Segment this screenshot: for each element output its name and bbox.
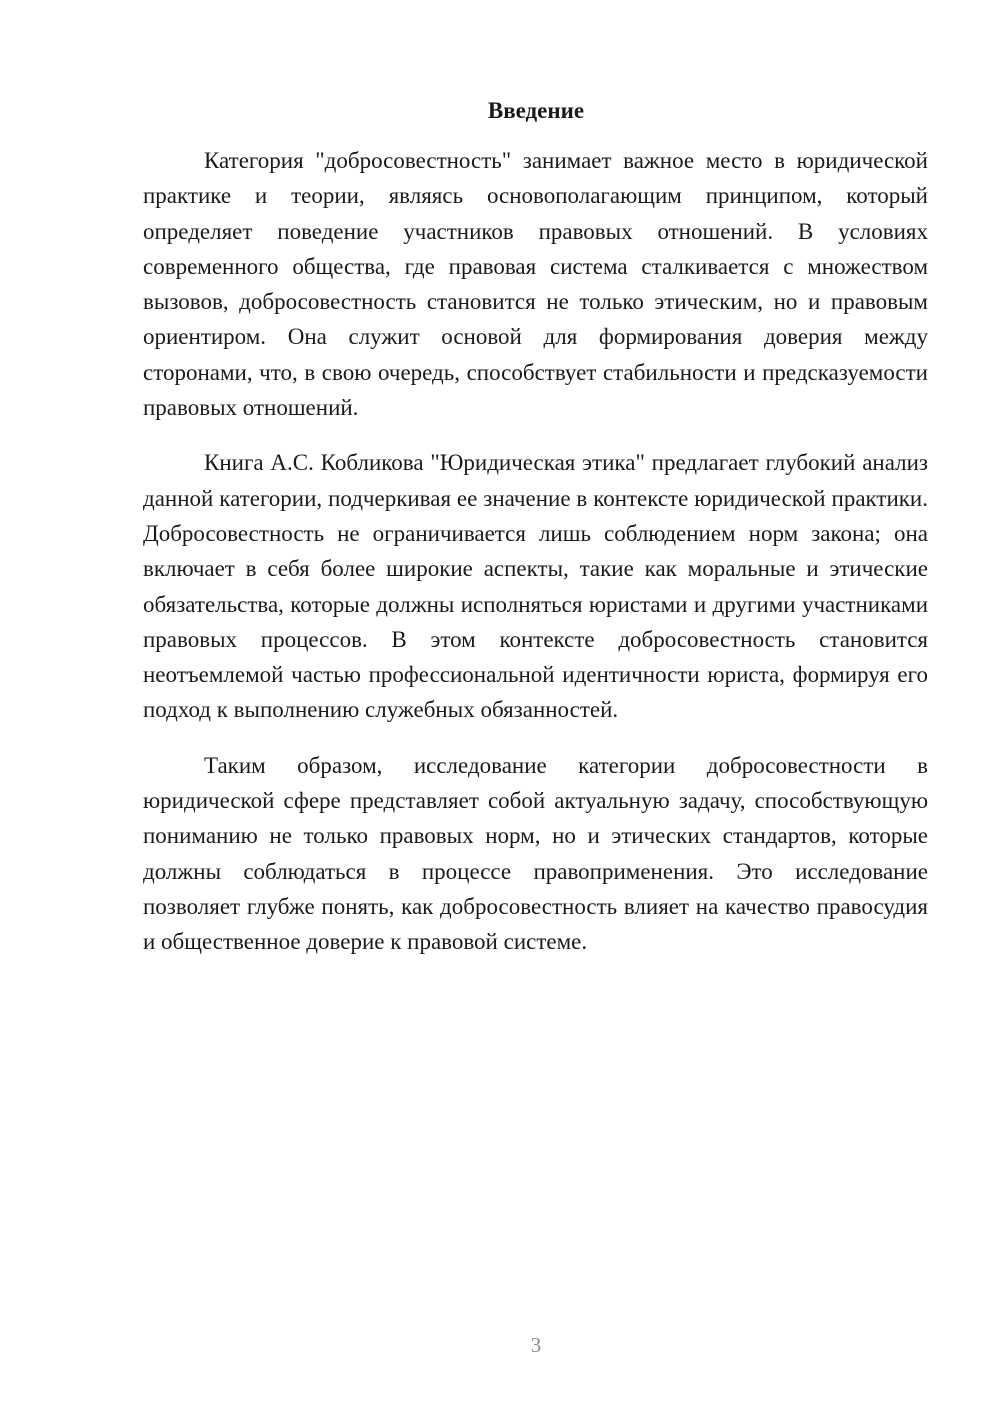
paragraph-2: Книга А.С. Кобликова "Юридическая этика" предлагает глубокий анализ данной категории, подчеркивая ее значение в контексте юридической практики. Добросовестность не ограничивается лишь соблюдением норм закона; она включает в себя более широкие аспекты, такие как моральные и этические обязательства, которые должны исполняться юристами и другими участниками правовых процессов. В этом контексте добросовестность становится неотъемлемой частью профессиональной идентичности юриста, формируя его подход к выполнению служебных обязанностей.: [143, 450, 928, 723]
paragraph-3: Таким образом, исследование категории добросовестности в юридической сфере представляет собой актуальную задачу, способствующую пониманию не только правовых норм, но и этических стандартов, которые должны соблюдаться в процессе правоприменения. Это исследование позволяет глубже понять, как добросовестность влияет на качество правосудия и общественное доверие к правовой системе.: [143, 752, 928, 955]
body-text: [143, 143, 928, 980]
section-title: Введение: [487, 98, 585, 123]
paragraph-1: Категория "добросовестность" занимает важное место в юридической практике и теории, являясь основополагающим принципом, который определяет поведение участников правовых отношений. В условиях современного общества, где правовая система сталкивается с множеством вызовов, добросовестность становится не только этическим, но и правовым ориентиром. Она служит основой для формирования доверия между сторонами, что, в свою очередь, способствует стабильности и предсказуемости правовых отношений.: [143, 148, 928, 421]
page-number: 3: [530, 1333, 542, 1357]
